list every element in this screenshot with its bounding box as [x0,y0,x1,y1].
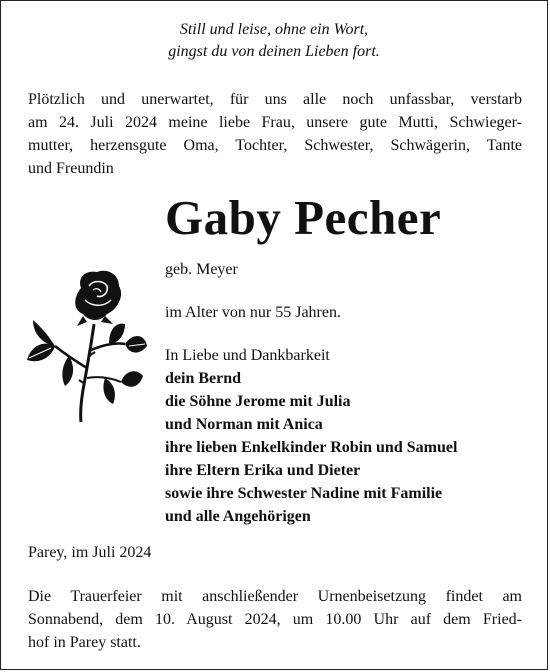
age-text: im Alter von nur 55 Jahren. [165,304,341,321]
intro-line-1: Plötzlich und unerwartet, für uns alle noch unfassbar, verstarb [28,91,522,108]
mourners-intro: In Liebe und Dankbarkeit [165,347,330,364]
intro-line-4: und Freundin [28,160,114,177]
intro-line-3: mutter, herzensgute Oma, Tochter, Schwester, Schwägerin, Tante [28,137,522,154]
mourner-line: die Söhne Jerome mit Julia [165,393,351,410]
mourner-line: ihre lieben Enkelkinder Robin und Samuel [165,439,458,456]
funeral-line-1: Die Trauerfeier mit anschließender Urnenbeisetzung findet am [28,588,522,605]
motto-line-2: gingst du von deinen Lieben fort. [168,43,380,60]
deceased-name: Gaby Pecher [165,190,442,245]
mourner-line: und alle Angehörigen [165,508,311,525]
funeral-line-2: Sonnabend, dem 10. August 2024, um 10.00 Uhr auf dem Fried- [28,611,522,628]
birth-name: geb. Meyer [165,261,238,278]
mourner-line: ihre Eltern Erika und Dieter [165,462,361,479]
funeral-info [28,585,522,654]
intro-line-2: am 24. Juli 2024 meine liebe Frau, unsere gute Mutti, Schwieger- [28,114,522,131]
intro-text [28,88,522,180]
mourner-line: dein Bernd [165,370,242,387]
place-date: Parey, im Juli 2024 [28,544,152,561]
motto [1,19,547,63]
mourner-line: sowie ihre Schwester Nadine mit Familie [165,485,443,502]
motto-line-1: Still und leise, ohne ein Wort, [179,21,369,38]
rose-icon [21,266,149,426]
mourner-line: und Norman mit Anica [165,416,323,433]
funeral-line-3: hof in Parey statt. [28,634,141,651]
mourners-list [165,344,535,528]
